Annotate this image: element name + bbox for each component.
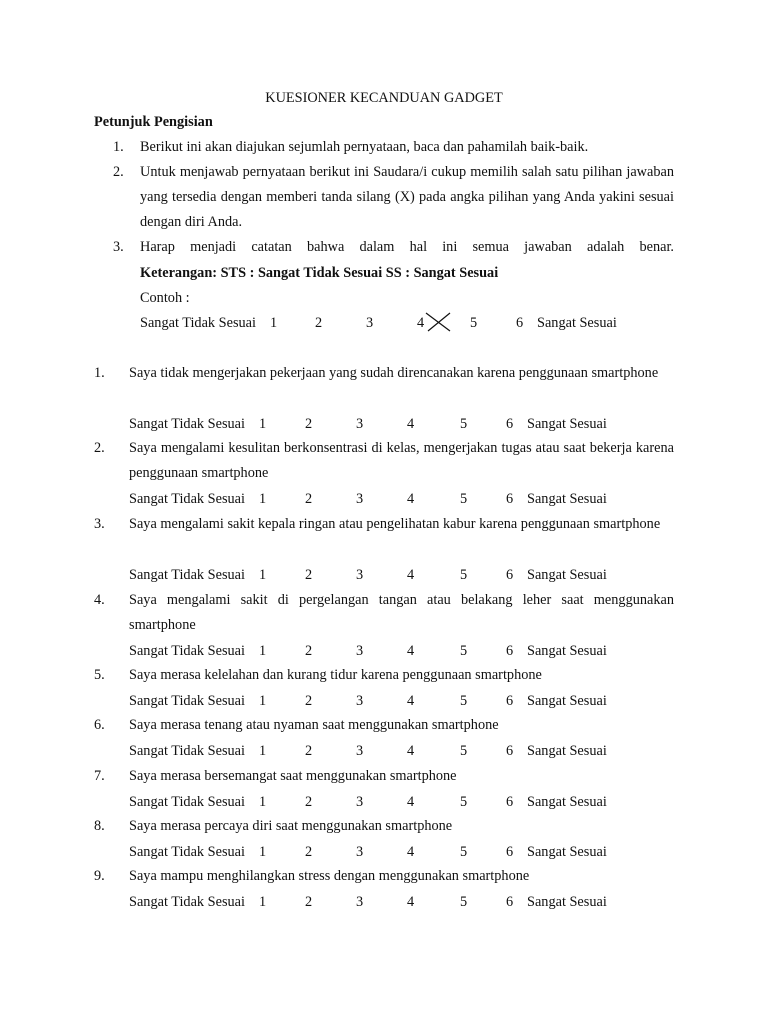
scale-point-4[interactable]: 4 (407, 567, 415, 583)
question-text: Saya mengalami kesulitan berkonsentrasi di kelas, mengerjakan tugas atau saat bekerja karena penggunaan smartphone (129, 440, 674, 481)
scale-high-label: Sangat Sesuai (527, 844, 607, 860)
question-number: 6. (94, 717, 105, 733)
scale-high-label: Sangat Sesuai (527, 894, 607, 910)
scale-point-6[interactable]: 6 (506, 794, 514, 810)
question-text: Saya merasa bersemangat saat menggunakan smartphone (129, 768, 457, 784)
scale-point-2: 2 (315, 315, 323, 331)
instruction-3 (113, 235, 674, 260)
scale-point-2[interactable]: 2 (305, 844, 313, 860)
scale-point-6[interactable]: 6 (506, 693, 514, 709)
question-item (94, 814, 674, 839)
scale-point-6[interactable]: 6 (506, 416, 514, 432)
answer-scale (0, 487, 768, 512)
scale-low-label[interactable]: Sangat Tidak Sesuai (129, 416, 245, 432)
scale-point-3[interactable]: 3 (356, 491, 364, 507)
scale-point-4[interactable]: 4 (407, 743, 415, 759)
scale-point-6[interactable]: 6 (506, 567, 514, 583)
scale-point-5[interactable]: 5 (460, 416, 468, 432)
scale-point-1[interactable]: 1 (259, 643, 267, 659)
scale-point-4[interactable]: 4 (407, 643, 415, 659)
x-mark-icon (424, 311, 452, 333)
scale-point-3[interactable]: 3 (356, 693, 364, 709)
answer-scale (0, 689, 768, 714)
scale-low-label: Sangat Tidak Sesuai (140, 315, 256, 331)
scale-low-label[interactable]: Sangat Tidak Sesuai (129, 743, 245, 759)
scale-high-label: Sangat Sesuai (527, 794, 607, 810)
scale-point-6: 6 (516, 315, 524, 331)
question-number: 5. (94, 667, 105, 683)
scale-point-2[interactable]: 2 (305, 794, 313, 810)
scale-low-label[interactable]: Sangat Tidak Sesuai (129, 894, 245, 910)
answer-scale (0, 563, 768, 588)
instruction-text: Berikut ini akan diajukan sejumlah pernyataan, baca dan pahamilah baik-baik. (140, 139, 589, 155)
answer-scale (0, 890, 768, 915)
scale-point-1[interactable]: 1 (259, 794, 267, 810)
scale-point-6[interactable]: 6 (506, 844, 514, 860)
scale-point-5[interactable]: 5 (460, 567, 468, 583)
scale-point-5[interactable]: 5 (460, 743, 468, 759)
scale-point-3[interactable]: 3 (356, 844, 364, 860)
scale-point-6[interactable]: 6 (506, 491, 514, 507)
instruction-1 (113, 135, 674, 160)
scale-point-3[interactable]: 3 (356, 416, 364, 432)
scale-point-2[interactable]: 2 (305, 894, 313, 910)
question-number: 8. (94, 818, 105, 834)
scale-point-3[interactable]: 3 (356, 794, 364, 810)
scale-point-6[interactable]: 6 (506, 643, 514, 659)
scale-point-3: 3 (366, 315, 374, 331)
scale-point-3[interactable]: 3 (356, 743, 364, 759)
scale-low-label[interactable]: Sangat Tidak Sesuai (129, 567, 245, 583)
scale-point-4[interactable]: 4 (407, 794, 415, 810)
instruction-text: Harap menjadi catatan bahwa dalam hal ini semua jawaban adalah benar. (140, 239, 674, 255)
scale-point-1[interactable]: 1 (259, 491, 267, 507)
question-text: Saya mampu menghilangkan stress dengan menggunakan smartphone (129, 868, 530, 884)
scale-point-1[interactable]: 1 (259, 743, 267, 759)
scale-point-6[interactable]: 6 (506, 743, 514, 759)
scale-high-label: Sangat Sesuai (527, 643, 607, 659)
scale-low-label[interactable]: Sangat Tidak Sesuai (129, 794, 245, 810)
answer-scale (0, 412, 768, 437)
scale-point-4[interactable]: 4 (407, 844, 415, 860)
scale-high-label: Sangat Sesuai (527, 567, 607, 583)
scale-point-4[interactable]: 4 (407, 693, 415, 709)
scale-point-3[interactable]: 3 (356, 894, 364, 910)
answer-scale (0, 739, 768, 764)
instruction-2 (113, 160, 674, 235)
legend: Keterangan: STS : Sangat Tidak Sesuai SS : Sangat Sesuai (140, 265, 499, 281)
scale-point-3[interactable]: 3 (356, 643, 364, 659)
instruction-number: 2. (113, 164, 124, 180)
question-text: Saya mengalami sakit di pergelangan tangan atau belakang leher saat menggunakan smartphone (129, 592, 674, 633)
question-text: Saya merasa tenang atau nyaman saat menggunakan smartphone (129, 717, 499, 733)
scale-high-label: Sangat Sesuai (527, 743, 607, 759)
scale-point-2[interactable]: 2 (305, 567, 313, 583)
scale-point-2[interactable]: 2 (305, 693, 313, 709)
scale-high-label: Sangat Sesuai (527, 693, 607, 709)
document-title: KUESIONER KECANDUAN GADGET (265, 90, 503, 106)
question-text: Saya merasa percaya diri saat menggunakan smartphone (129, 818, 453, 834)
question-item (94, 864, 674, 889)
scale-point-5[interactable]: 5 (460, 794, 468, 810)
instructions-heading: Petunjuk Pengisian (94, 114, 213, 130)
scale-point-1[interactable]: 1 (259, 894, 267, 910)
scale-high-label: Sangat Sesuai (537, 315, 617, 331)
instruction-number: 1. (113, 139, 124, 155)
answer-scale (0, 840, 768, 865)
scale-point-1: 1 (270, 315, 278, 331)
scale-point-4[interactable]: 4 (407, 491, 415, 507)
answer-scale (0, 639, 768, 664)
scale-point-5[interactable]: 5 (460, 894, 468, 910)
scale-low-label[interactable]: Sangat Tidak Sesuai (129, 643, 245, 659)
scale-low-label[interactable]: Sangat Tidak Sesuai (129, 693, 245, 709)
scale-point-4[interactable]: 4 (407, 894, 415, 910)
question-number: 2. (94, 440, 105, 456)
instruction-text: Untuk menjawab pernyataan berikut ini Saudara/i cukup memilih salah satu pilihan jawaban yang tersedia dengan memberi tanda silang (X) pada angka pilihan yang Anda yakini sesuai dengan diri Anda. (140, 164, 674, 230)
scale-point-2[interactable]: 2 (305, 643, 313, 659)
instruction-number: 3. (113, 239, 124, 255)
scale-point-5[interactable]: 5 (460, 643, 468, 659)
question-number: 7. (94, 768, 105, 784)
scale-point-5[interactable]: 5 (460, 844, 468, 860)
question-item (94, 512, 674, 562)
question-item (94, 713, 674, 738)
scale-point-4[interactable]: 4 (407, 416, 415, 432)
question-item (94, 588, 674, 638)
scale-point-5[interactable]: 5 (460, 491, 468, 507)
question-number: 3. (94, 516, 105, 532)
question-number: 1. (94, 365, 105, 381)
scale-point-6[interactable]: 6 (506, 894, 514, 910)
scale-point-5[interactable]: 5 (460, 693, 468, 709)
answer-scale (0, 790, 768, 815)
question-number: 9. (94, 868, 105, 884)
scale-point-2[interactable]: 2 (305, 491, 313, 507)
scale-low-label[interactable]: Sangat Tidak Sesuai (129, 844, 245, 860)
example-label: Contoh : (140, 290, 190, 306)
question-text: Saya tidak mengerjakan pekerjaan yang sudah direncanakan karena penggunaan smartphone (129, 365, 659, 381)
example-scale (0, 311, 768, 336)
scale-low-label[interactable]: Sangat Tidak Sesuai (129, 491, 245, 507)
scale-point-1[interactable]: 1 (259, 693, 267, 709)
scale-high-label: Sangat Sesuai (527, 416, 607, 432)
scale-point-1[interactable]: 1 (259, 567, 267, 583)
scale-point-4: 4 (417, 315, 425, 331)
scale-high-label: Sangat Sesuai (527, 491, 607, 507)
question-item (94, 436, 674, 486)
question-text: Saya merasa kelelahan dan kurang tidur karena penggunaan smartphone (129, 667, 542, 683)
scale-point-5: 5 (470, 315, 478, 331)
question-item (94, 361, 674, 411)
question-item (94, 663, 674, 688)
scale-point-1[interactable]: 1 (259, 416, 267, 432)
scale-point-1[interactable]: 1 (259, 844, 267, 860)
question-text: Saya mengalami sakit kepala ringan atau pengelihatan kabur karena penggunaan smartphone (129, 516, 661, 532)
scale-point-2[interactable]: 2 (305, 743, 313, 759)
scale-point-2[interactable]: 2 (305, 416, 313, 432)
question-number: 4. (94, 592, 105, 608)
scale-point-3[interactable]: 3 (356, 567, 364, 583)
question-item (94, 764, 674, 789)
